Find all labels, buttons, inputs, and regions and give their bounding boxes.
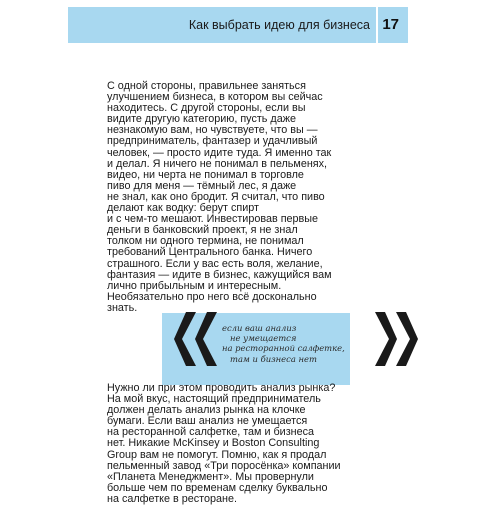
text-line: должен делать анализ рынка на клочке xyxy=(107,404,306,417)
text-line: и делал. Я ничего не понимал в пельменях, xyxy=(107,157,328,170)
text-line: С одной стороны, правильнее заняться xyxy=(107,80,306,92)
pull-quote xyxy=(222,323,345,364)
text-line: находитесь. С другой стороны, если вы xyxy=(107,102,306,115)
text-line: пельменный завод «Три поросёнка» компании xyxy=(107,459,341,472)
pull-quote-line: если ваш анализ xyxy=(222,323,297,333)
text-line: Group вам не помогут. Помню, как я продал xyxy=(107,448,327,461)
text-line: предприниматель, фантазер и удачливый xyxy=(107,135,318,148)
paragraph-2 xyxy=(107,383,347,505)
right-guillemet-icon xyxy=(374,311,418,367)
text-line: Необязательно про него всё досконально xyxy=(107,290,317,303)
text-line: не знал, как оно бродит. Я считал, что пиво xyxy=(107,190,325,203)
text-line: и с чем-то мешают. Инвестировав первые xyxy=(107,213,319,226)
text-line: видео, ни черта не понимал в торговле xyxy=(107,168,304,181)
text-line: видите другую категорию, пусть даже xyxy=(107,113,296,126)
text-line: на ресторанной салфетке, там и бизнеса xyxy=(107,426,315,439)
page-number: 17 xyxy=(382,16,399,33)
text-line: улучшением бизнеса, в котором вы сейчас xyxy=(107,91,323,104)
text-line: требований Центрального банка. Ничего xyxy=(107,246,313,259)
text-line: больше чем по временам сделку буквально xyxy=(107,481,328,494)
text-line: страшного. Если у вас есть воля, желание, xyxy=(107,257,323,270)
text-line: «Планета Менеджмент». Мы провернули xyxy=(107,470,314,483)
text-line: толком ни одного термина, не понимал xyxy=(107,235,304,248)
text-line: бумаги. Если ваш анализ не умещается xyxy=(107,415,308,428)
text-line: незнакомую вам, но чувствуете, что вы — xyxy=(107,124,318,137)
text-line: лично прибыльным и интересным. xyxy=(107,279,282,292)
chapter-title: Как выбрать идею для бизнеса xyxy=(188,18,370,32)
text-line: На мой вкус, настоящий предприниматель xyxy=(107,393,321,406)
pull-quote-line: на ресторанной салфетке, xyxy=(222,343,345,354)
text-line: на салфетке в ресторане. xyxy=(107,492,237,505)
running-header xyxy=(68,7,408,43)
text-line: деньги в банковский проект, я не знал xyxy=(107,224,298,237)
text-line: фантазия — идите в бизнес, кажущийся вам xyxy=(107,268,332,281)
text-line: делают как водку: берут спирт xyxy=(107,202,259,215)
left-guillemet-icon xyxy=(174,311,218,367)
text-line: нет. Никакие McKinsey и Boston Consulting xyxy=(107,437,320,450)
text-line: пиво для меня — тёмный лес, я даже xyxy=(107,179,297,192)
header-divider xyxy=(376,7,378,43)
pull-quote-line: там и бизнеса нет xyxy=(230,353,317,364)
pull-quote-line: не умещается xyxy=(230,333,297,344)
text-line: знать. xyxy=(107,301,138,314)
text-line: Нужно ли при этом проводить анализ рынка? xyxy=(107,382,336,394)
text-line: человек, — просто идите туда. Я именно так xyxy=(107,146,332,159)
paragraph-1 xyxy=(107,81,347,314)
